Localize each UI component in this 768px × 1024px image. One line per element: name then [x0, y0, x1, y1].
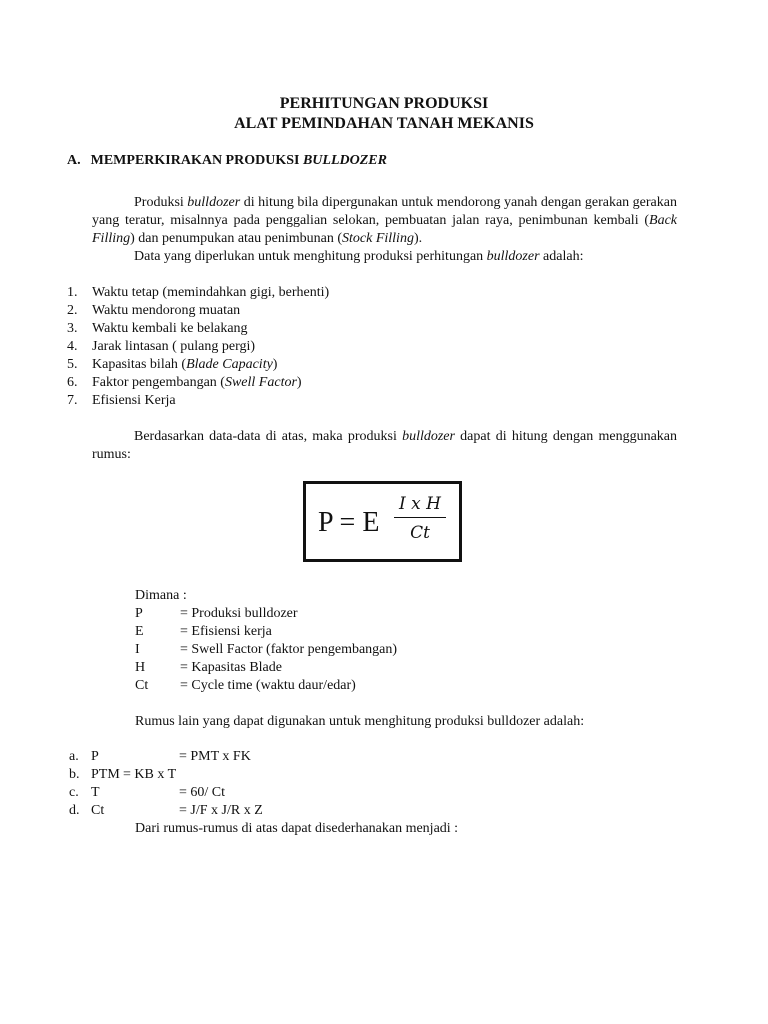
- paragraph-intro-italic-3: Stock Filling: [342, 231, 414, 246]
- list-item-number: 5.: [67, 357, 78, 372]
- list-item-text: [92, 392, 176, 410]
- paragraph-intro-text-3: ) dan penumpukan atau penimbunan (: [130, 231, 343, 246]
- paragraph-data-needed: [134, 248, 583, 266]
- alt-formula-key: Ct: [91, 803, 105, 818]
- document-title-line1: PERHITUNGAN PRODUKSI: [279, 95, 489, 112]
- list-item-number: 4.: [67, 339, 78, 354]
- paragraph-data-text-2: adalah:: [539, 249, 584, 264]
- paragraph-formula-text-1: Berdasarkan data-data di atas, maka produksi: [134, 429, 403, 444]
- alt-formula-expression: = J/F x J/R x Z: [179, 803, 263, 818]
- paragraph-intro-text-4: ).: [413, 231, 423, 246]
- list-item-text-main: Waktu tetap (memindahkan gigi, berhenti): [92, 285, 330, 300]
- alt-formula-expression: = KB x T: [123, 767, 177, 782]
- paragraph-intro-italic-1: bulldozer: [187, 195, 241, 210]
- paragraph-intro-text-1: Produksi: [134, 195, 188, 210]
- legend-definition: = Cycle time (waktu daur/edar): [180, 678, 356, 693]
- legend-symbol: P: [135, 606, 143, 621]
- alt-formula-label: c.: [69, 785, 79, 800]
- list-item-text-main: Faktor pengembangan (: [92, 375, 225, 390]
- list-item-text-italic: Blade Capacity: [186, 357, 273, 372]
- list-item-text: [92, 302, 240, 320]
- list-item-text: [92, 374, 302, 392]
- formula-fraction: [394, 494, 446, 543]
- list-item-number: 6.: [67, 375, 78, 390]
- paragraph-intro: [92, 194, 677, 248]
- alt-formula-label: b.: [69, 767, 80, 782]
- alt-formula-key: P: [91, 749, 99, 764]
- section-a-title-italic: BULLDOZER: [302, 153, 387, 168]
- list-item-text: [92, 284, 329, 302]
- formula-numerator: I x H: [394, 494, 446, 518]
- list-item-number: 7.: [67, 393, 78, 408]
- list-item-text-main: Waktu kembali ke belakang: [92, 321, 248, 336]
- alt-formula-expression: = 60/ Ct: [179, 785, 226, 800]
- list-item-text-main: Jarak lintasan ( pulang pergi): [92, 339, 256, 354]
- list-item-text-main: Waktu mendorong muatan: [92, 303, 241, 318]
- section-a-number: A.: [67, 153, 81, 168]
- paragraph-data-italic: bulldozer: [486, 249, 540, 264]
- formula-denominator: Ct: [410, 523, 430, 543]
- list-item-text-italic: Swell Factor: [224, 375, 297, 390]
- legend-definition: = Produksi bulldozer: [180, 606, 298, 621]
- list-item-text: [92, 320, 248, 338]
- alt-formula-key: PTM: [91, 767, 120, 782]
- paragraph-formula-intro: [92, 428, 677, 464]
- paragraph-intro-italic-2: Back Filling: [92, 213, 677, 246]
- list-item-text-after: ): [296, 375, 302, 390]
- paragraph-intro-text-2: di hitung bila dipergunakan untuk mendorong yanah dengan gerakan gerakan yang teratur, misalnnya pada penggalian selokan, pembuatan jalan raya, penimbunan kembali (: [92, 195, 677, 228]
- paragraph-data-text-1: Data yang diperlukan untuk menghitung produksi perhitungan: [134, 249, 487, 264]
- legend-definition: = Kapasitas Blade: [180, 660, 282, 675]
- list-item-text-main: Kapasitas bilah (: [92, 357, 187, 372]
- legend-symbol: E: [135, 624, 144, 639]
- paragraph-formula-text-2: dapat di hitung dengan menggunakan rumus:: [92, 429, 677, 462]
- section-a-heading: [67, 152, 387, 170]
- list-item-text: [92, 356, 277, 374]
- formula-lhs: P = E: [318, 507, 380, 538]
- closing-text: Dari rumus-rumus di atas dapat disederhanakan menjadi :: [135, 821, 459, 836]
- alt-formula-label: a.: [69, 749, 79, 764]
- list-item-text: [92, 338, 255, 356]
- legend-heading: Dimana :: [135, 588, 187, 603]
- list-item-number: 2.: [67, 303, 78, 318]
- list-item-text-after: ): [272, 357, 278, 372]
- legend-symbol: H: [135, 660, 146, 675]
- legend-symbol: Ct: [135, 678, 149, 693]
- alt-formula-label: d.: [69, 803, 80, 818]
- list-item-number: 1.: [67, 285, 78, 300]
- alt-formula-key: T: [91, 785, 100, 800]
- section-a-title: MEMPERKIRAKAN PRODUKSI: [90, 153, 303, 168]
- legend-definition: = Swell Factor (faktor pengembangan): [180, 642, 398, 657]
- alt-formulas-intro: Rumus lain yang dapat digunakan untuk menghitung produksi bulldozer adalah:: [135, 714, 585, 729]
- legend-definition: = Efisiensi kerja: [180, 624, 272, 639]
- legend-symbol: I: [135, 642, 140, 657]
- list-item-text-main: Efisiensi Kerja: [92, 393, 176, 408]
- paragraph-formula-italic: bulldozer: [402, 429, 455, 444]
- formula-box: [303, 481, 462, 562]
- document-title-line2: ALAT PEMINDAHAN TANAH MEKANIS: [234, 115, 534, 132]
- list-item-number: 3.: [67, 321, 78, 336]
- alt-formula-expression: = PMT x FK: [179, 749, 251, 764]
